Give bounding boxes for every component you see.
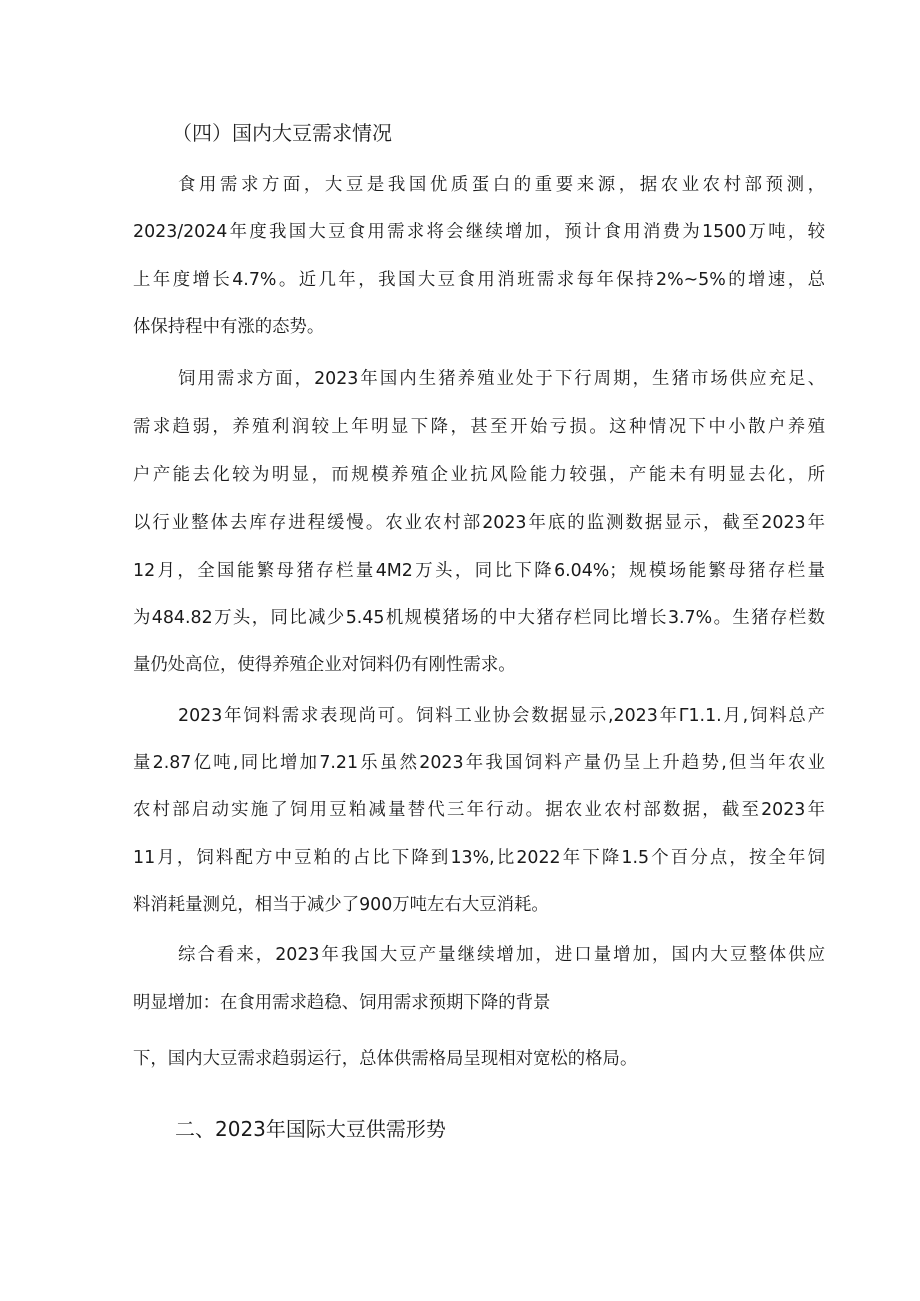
paragraph-line: 需求趋弱，养殖利润较上年明显下降，甚至开始亏损。这种情况下中小散户养殖 [133, 417, 825, 437]
chapter-heading: 二、2023年国际大豆供需形势 [175, 1117, 446, 1141]
paragraph-line: 食用需求方面，大豆是我国优质蛋白的重要来源，据农业农村部预测， [178, 175, 825, 195]
paragraph-line: 上年度增长4.7%。近几年，我国大豆食用消班需求每年保持2%~5%的增速，总 [133, 270, 825, 290]
paragraph-line: 以行业整体去库存进程缓慢。农业农村部2023年底的监测数据显示，截至2023年 [133, 513, 825, 533]
paragraph-line: 饲用需求方面，2023年国内生猪养殖业处于下行周期，生猪市场供应充足、 [178, 369, 825, 389]
paragraph-line: 户产能去化较为明显，而规模养殖企业抗风险能力较强，产能未有明显去化，所 [133, 465, 825, 485]
paragraph-line: 下，国内大豆需求趋弱运行，总体供需格局呈现相对宽松的格局。 [133, 1049, 638, 1069]
paragraph-line: 2023年饲料需求表现尚可。饲料工业协会数据显示,2023年Γ1.1.月,饲料总产 [178, 706, 825, 726]
section-heading: （四）国内大豆需求情况 [172, 121, 392, 145]
paragraph-line: 量仍处高位，使得养殖企业对饲料仍有刚性需求。 [133, 655, 516, 675]
paragraph-line: 明显增加：在食用需求趋稳、饲用需求预期下降的背景 [133, 993, 551, 1013]
paragraph-line: 12月，全国能繁母猪存栏量4M2万头，同比下降6.04%；规模场能繁母猪存栏量 [133, 561, 825, 581]
paragraph-line: 量2.87亿吨,同比增加7.21乐虽然2023年我国饲料产量仍呈上升趋势,但当年农业 [133, 753, 825, 773]
paragraph-line: 体保持程中有涨的态势。 [133, 317, 325, 337]
paragraph-line: 综合看来，2023年我国大豆产量继续增加，进口量增加，国内大豆整体供应 [178, 945, 825, 965]
paragraph-line: 11月，饲料配方中豆粕的占比下降到13%,比2022年下降1.5个百分点，按全年饲 [133, 848, 825, 868]
paragraph-line: 为484.82万头，同比减少5.45机规模猪场的中大猪存栏同比增长3.7%。生猪存栏数 [133, 608, 825, 628]
paragraph-line: 农村部启动实施了饲用豆粕减量替代三年行动。据农业农村部数据，截至2023年 [133, 800, 825, 820]
paragraph-line: 料消耗量测兑，相当于减少了900万吨左右大豆消耗。 [133, 895, 549, 915]
paragraph-line: 2023/2024年度我国大豆食用需求将会继续增加，预计食用消费为1500万吨，较 [133, 222, 825, 242]
